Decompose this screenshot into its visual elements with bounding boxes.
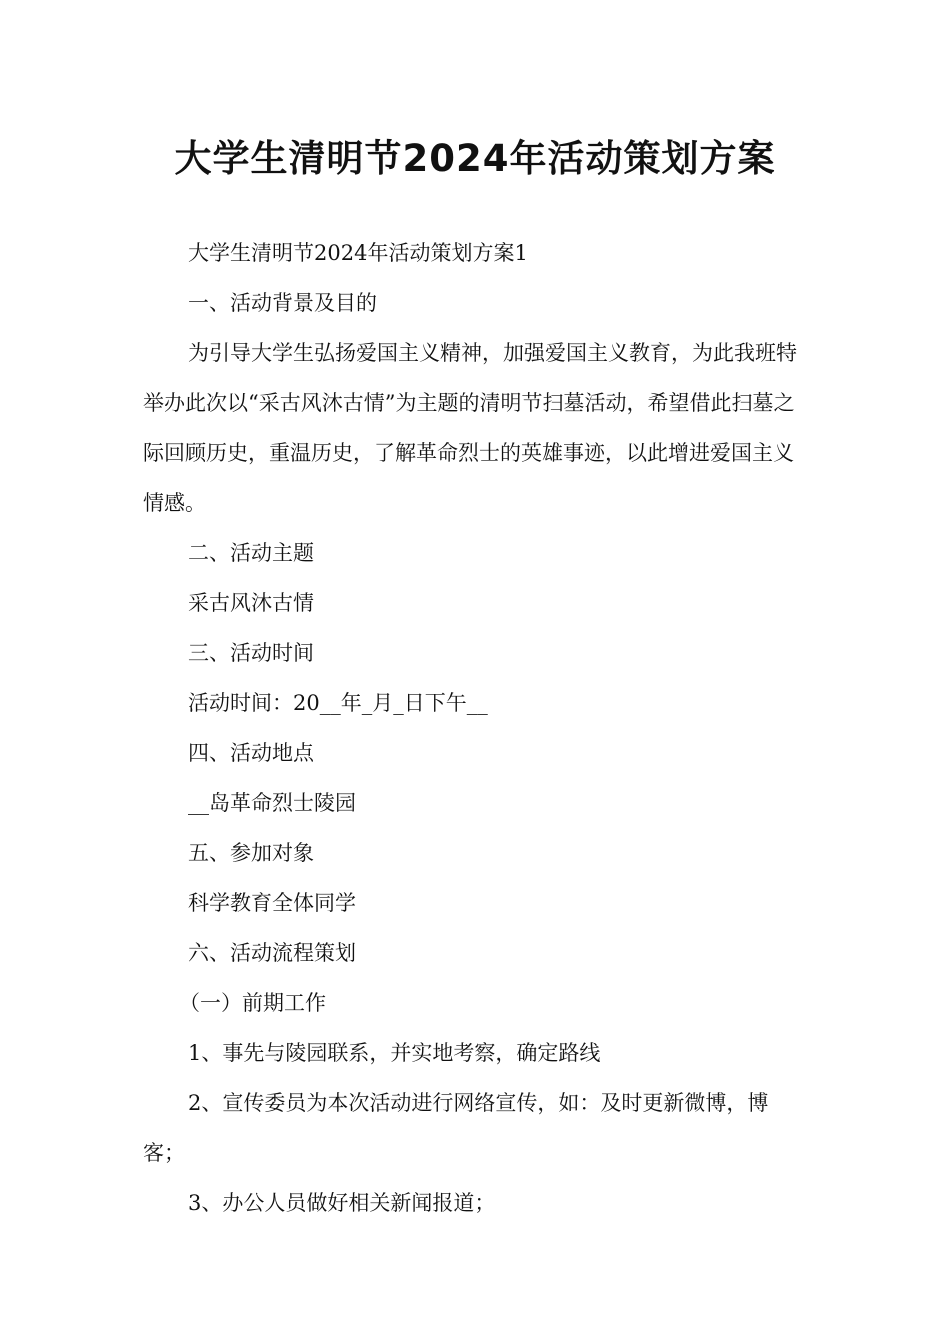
paragraph-background: 为引导大学生弘扬爱国主义精神，加强爱国主义教育，为此我班特举办此次以“采古风沐古情”为主题的清明节扫墓活动，希望借此扫墓之际回顾历史，重温历史，了解革命烈士的英雄事迹，以此增进爱国主义情感。 [143,341,797,515]
document-title: 大学生清明节2024年活动策划方案 [174,137,776,180]
paragraph-participants: 科学教育全体同学 [188,891,356,915]
paragraph-theme: 采古风沐古情 [188,591,314,615]
list-item-3: 3、办公人员做好相关新闻报道； [188,1191,496,1215]
section-heading-location: 四、活动地点 [188,741,314,765]
section-heading-participants: 五、参加对象 [188,841,314,865]
paragraph-time: 活动时间：20__年_月_日下午__ [188,691,488,715]
list-item-2: 2、宣传委员为本次活动进行网络宣传，如：及时更新微博，博客； [143,1091,769,1165]
document-body [143,228,807,1228]
section-heading-theme: 二、活动主题 [188,541,314,565]
paragraph-subtitle: 大学生清明节2024年活动策划方案1 [188,241,528,265]
list-item-1: 1、事先与陵园联系，并实地考察，确定路线 [188,1041,601,1065]
section-heading-time: 三、活动时间 [188,641,314,665]
section-heading-background: 一、活动背景及目的 [188,291,377,315]
subsection-heading-preparation: （一）前期工作 [179,991,326,1015]
section-heading-process: 六、活动流程策划 [188,941,356,965]
paragraph-location: __岛革命烈士陵园 [188,791,356,815]
